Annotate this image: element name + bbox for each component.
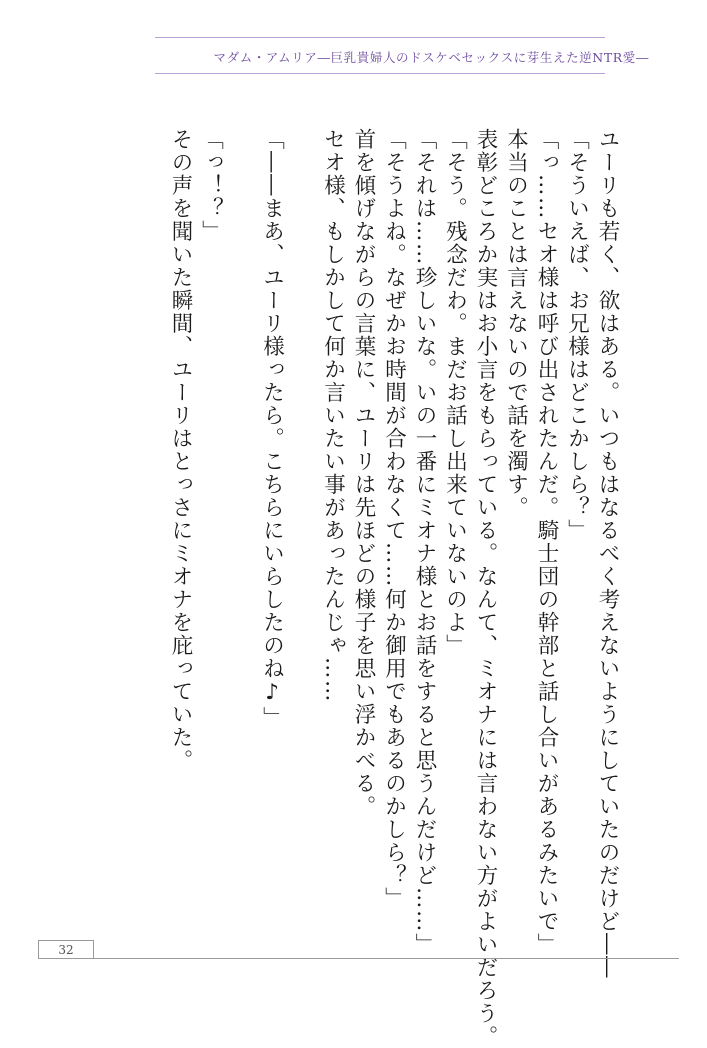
- page-number: 32: [58, 943, 74, 957]
- text-line: 「っ……セオ様は呼び出されたんだ。騎士団の幹部と話し合いがあるみたいで」: [534, 128, 559, 956]
- blank-line: [287, 128, 318, 888]
- text-line: 「そう。残念だわ。まだお話し出来ていないのよ」: [442, 128, 468, 657]
- text-line: 「そういえば、お兄様はどこかしら？」: [564, 128, 590, 542]
- text-line: 表彰どころか実はお小言をもらっている。なんて、ミオナには言わない方がよいだろう。: [473, 128, 498, 1048]
- text-line: その声を聞いた瞬間、ユーリはとっさにミオナを庇っていた。: [168, 128, 193, 772]
- text-line: セオ様、もしかして何か言いたい事があったんじゃ……: [320, 128, 346, 703]
- footer-rule: [38, 958, 679, 959]
- text-line: 「そうよね。なぜかお時間が合わなくて……何か御用でもあるのかしら？」: [381, 128, 407, 910]
- header-rule-bottom: [155, 73, 605, 74]
- text-line: 「――まあ、ユーリ様ったら。こちらにいらしたのね♪」: [259, 128, 285, 730]
- text-line: 「っ！？」: [198, 128, 224, 243]
- text-line: 本当のことは言えないので話を濁す。: [503, 128, 529, 519]
- body-text: [165, 128, 623, 1048]
- text-line: 「それは……珍しいな。いの一番にミオナ様とお話をすると思うんだけど……」: [412, 128, 437, 956]
- blank-line: [226, 128, 257, 888]
- text-line: ユーリも若く、欲はある。いつもはなるべく考えないようにしていたのだけど――: [595, 128, 620, 979]
- text-line: 首を傾げながらの言葉に、ユーリは先ほどの様子を思い浮かべる。: [351, 128, 376, 818]
- running-head: マダム・アムリア―巨乳貴婦人のドスケベセックスに芽生えた逆NTR愛―: [213, 50, 649, 65]
- header-rule-top: [155, 37, 605, 38]
